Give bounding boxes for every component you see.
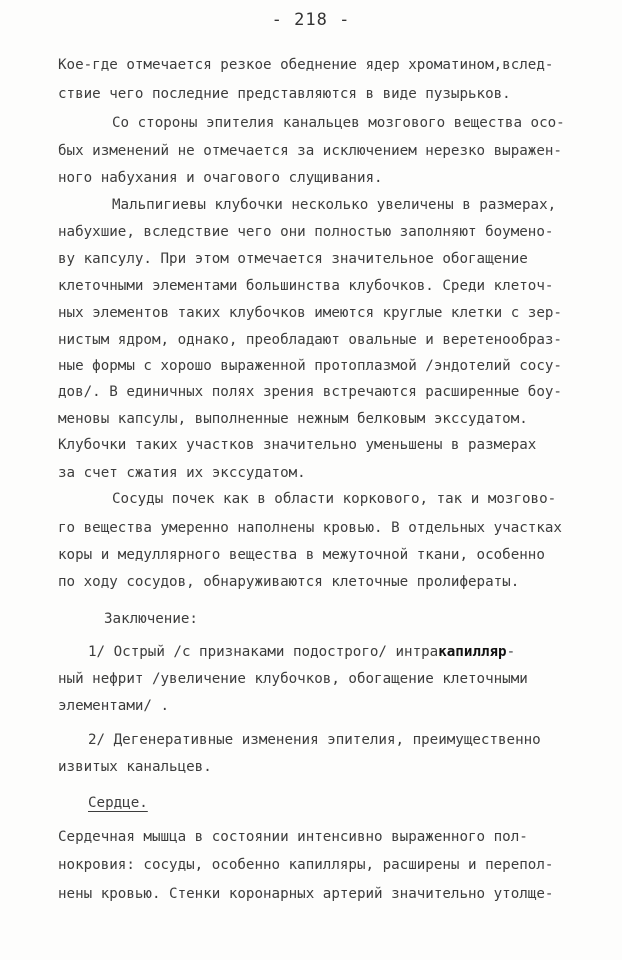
text-line: по ходу сосудов, обнаруживаются клеточные пролифераты. [58,574,520,590]
text-line: Клубочки таких участков значительно уменьшены в размерах [58,437,537,453]
text-line: коры и медуллярного вещества в межуточной ткани, особенно [58,547,545,563]
conclusion-heading: Заключение: [104,611,198,627]
text-line: ный нефрит /увеличение клубочков, обогащение клеточными [58,671,528,687]
text-line: Со стороны эпителия канальцев мозгового вещества осо- [112,115,565,131]
text-line: ные формы с хорошо выраженной протоплазмой /эндотелий сосу- [58,358,562,374]
text-line: за счет сжатия их экссудатом. [58,465,306,481]
text-line: го вещества умеренно наполнены кровью. В отдельных участках [58,520,562,536]
text-line: 2/ Дегенеративные изменения эпителия, преимущественно [88,732,541,748]
text-line: Сердечная мышца в состоянии интенсивно выраженного пол- [58,829,528,845]
text-line: бых изменений не отмечается за исключением нерезко выражен- [58,143,562,159]
text-line: элементами/ . [58,698,170,714]
section-heading-heart: Сердце. [88,795,148,811]
text-line: ных элементов таких клубочков имеются круглые клетки с зер- [58,305,562,321]
text-line: Кое-где отмечается резкое обеднение ядер хроматином,вслед- [58,57,554,73]
text-line: 1/ Острый /с признаками подострого/ интракапилляр- [88,644,516,660]
text-line: нистым ядром, однако, преобладают овальные и веретенообраз- [58,332,562,348]
overtyped-fragment: капилляр [438,644,507,660]
text-line: меновы капсулы, выполненные нежным белковым экссудатом. [58,411,528,427]
text-line: извитых канальцев. [58,759,212,775]
text-line: Мальпигиевы клубочки несколько увеличены в размерах, [112,197,557,213]
text-line: нены кровью. Стенки коронарных артерий значительно утолще- [58,886,554,902]
text-line: дов/. В единичных полях зрения встречаются расширенные боу- [58,384,562,400]
text-line: клеточными элементами большинства клубочков. Среди клеточ- [58,278,554,294]
text-line: нокровия: сосуды, особенно капилляры, расширены и перепол- [58,857,554,873]
text-line: ного набухания и очагового слущивания. [58,170,383,186]
page-number: - 218 - [271,10,351,30]
text-fragment: 1/ Острый /с признаками подострого/ интра [88,644,439,660]
text-line: набухшие, вследствие чего они полностью заполняют боумено- [58,224,554,240]
text-line: ву капсулу. При этом отмечается значительное обогащение [58,251,528,267]
text-line: ствие чего последние представляются в виде пузырьков. [58,86,511,102]
text-line: Сосуды почек как в области коркового, так и мозгово- [112,491,557,507]
